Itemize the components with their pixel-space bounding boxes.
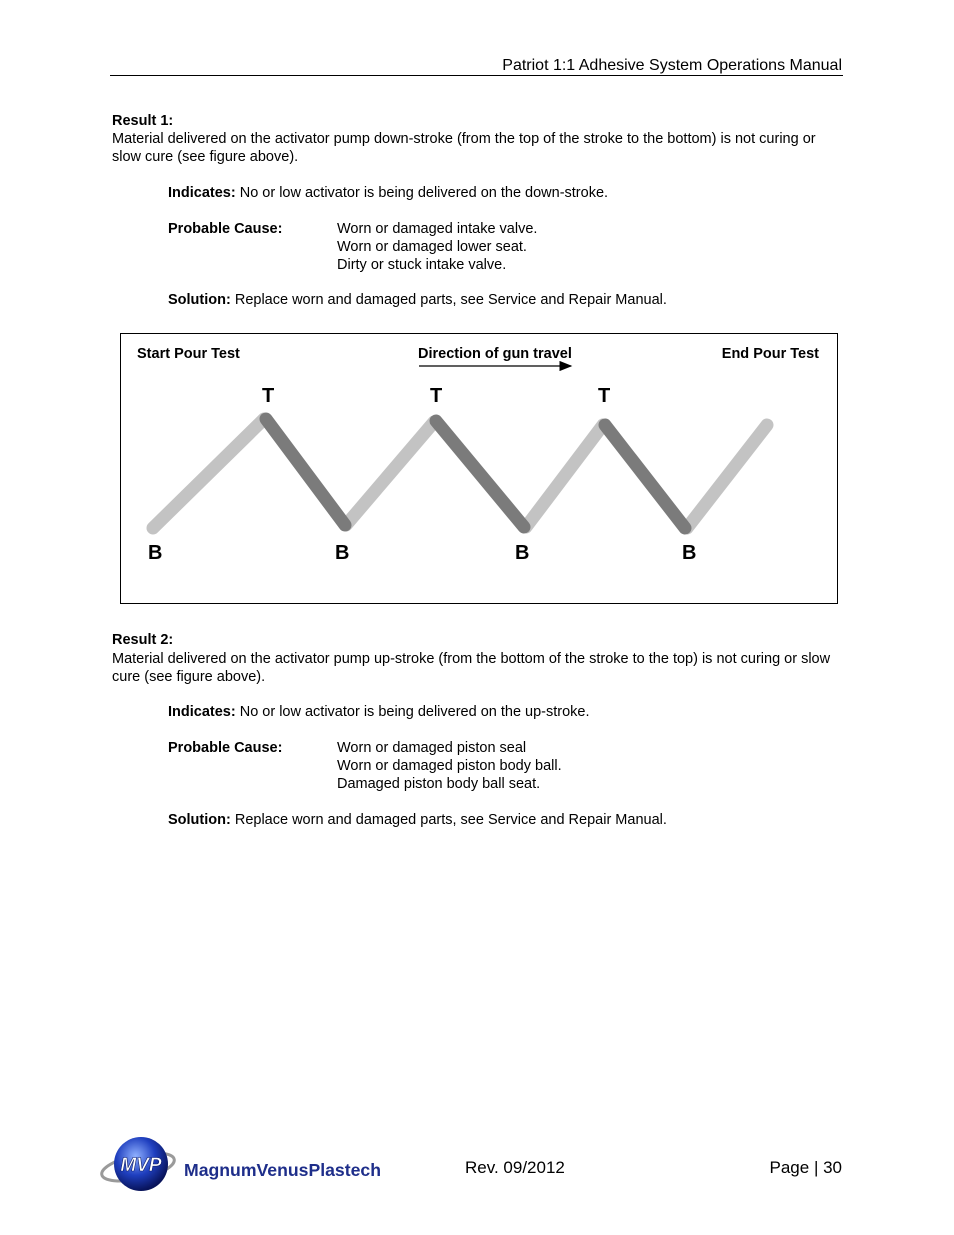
bottom-marker: B bbox=[682, 542, 697, 564]
up-stroke bbox=[687, 425, 767, 528]
top-marker: T bbox=[598, 385, 611, 407]
logo-wordmark: MagnumVenusPlastech bbox=[184, 1160, 381, 1180]
company-logo bbox=[100, 1133, 390, 1195]
result2-cause-label: Probable Cause: bbox=[168, 740, 283, 756]
result2-cause-list bbox=[337, 739, 562, 793]
result2-solution-label: Solution: bbox=[168, 812, 231, 828]
cause-item: Worn or damaged intake valve. bbox=[337, 221, 538, 237]
result2-text: Material delivered on the activator pump up-stroke (from the bottom of the stroke to the top) is not curing or slow cure (see figure above). bbox=[112, 651, 831, 685]
up-stroke bbox=[526, 425, 603, 527]
result2-solution-text: Replace worn and damaged parts, see Service and Repair Manual. bbox=[230, 812, 667, 828]
cause-item: Worn or damaged piston seal bbox=[337, 740, 527, 756]
result1-solution-text: Replace worn and damaged parts, see Service and Repair Manual. bbox=[230, 292, 667, 308]
page-number: Page | 30 bbox=[769, 1158, 842, 1177]
document-title: Patriot 1:1 Adhesive System Operations Manual bbox=[502, 57, 842, 74]
down-stroke bbox=[436, 421, 524, 527]
result1-indicates bbox=[168, 184, 608, 202]
direction-label: Direction of gun travel bbox=[418, 346, 572, 362]
result1-text: Material delivered on the activator pump down-stroke (from the top of the stroke to the bottom) is not curing or slow cure (see figure above). bbox=[112, 131, 816, 165]
up-stroke bbox=[346, 422, 434, 525]
pour-test-figure bbox=[120, 333, 838, 604]
bottom-marker: B bbox=[335, 542, 350, 564]
end-pour-label: End Pour Test bbox=[721, 346, 819, 362]
result2-indicates bbox=[168, 703, 590, 721]
result1-solution-label: Solution: bbox=[168, 292, 231, 308]
cause-item: Dirty or stuck intake valve. bbox=[337, 257, 507, 273]
up-stroke bbox=[153, 419, 264, 528]
bottom-marker: B bbox=[148, 542, 163, 564]
revision-date: Rev. 09/2012 bbox=[465, 1158, 565, 1177]
top-marker: T bbox=[262, 385, 275, 407]
result1-label: Result 1: bbox=[112, 113, 174, 129]
cause-item: Worn or damaged lower seat. bbox=[337, 239, 527, 255]
top-marker: T bbox=[430, 385, 443, 407]
header-rule bbox=[110, 75, 843, 76]
result2-indicates-label: Indicates: bbox=[168, 704, 236, 720]
cause-item: Damaged piston body ball seat. bbox=[337, 776, 541, 792]
zigzag-diagram bbox=[121, 334, 837, 603]
down-stroke bbox=[605, 425, 685, 528]
logo-badge: MVP bbox=[120, 1155, 162, 1176]
result2-indicates-text: No or low activator is being delivered on the up-stroke. bbox=[235, 704, 590, 720]
cause-item: Worn or damaged piston body ball. bbox=[337, 758, 562, 774]
result1-solution bbox=[168, 291, 667, 309]
result2-label: Result 2: bbox=[112, 632, 174, 648]
result1-cause-label: Probable Cause: bbox=[168, 221, 283, 237]
start-pour-label: Start Pour Test bbox=[137, 346, 240, 362]
down-stroke bbox=[266, 419, 345, 525]
result1-indicates-text: No or low activator is being delivered on the down-stroke. bbox=[235, 185, 609, 201]
result1-indicates-label: Indicates: bbox=[168, 185, 236, 201]
result2-solution bbox=[168, 811, 667, 829]
bottom-marker: B bbox=[515, 542, 530, 564]
result1-cause-list bbox=[337, 220, 537, 274]
